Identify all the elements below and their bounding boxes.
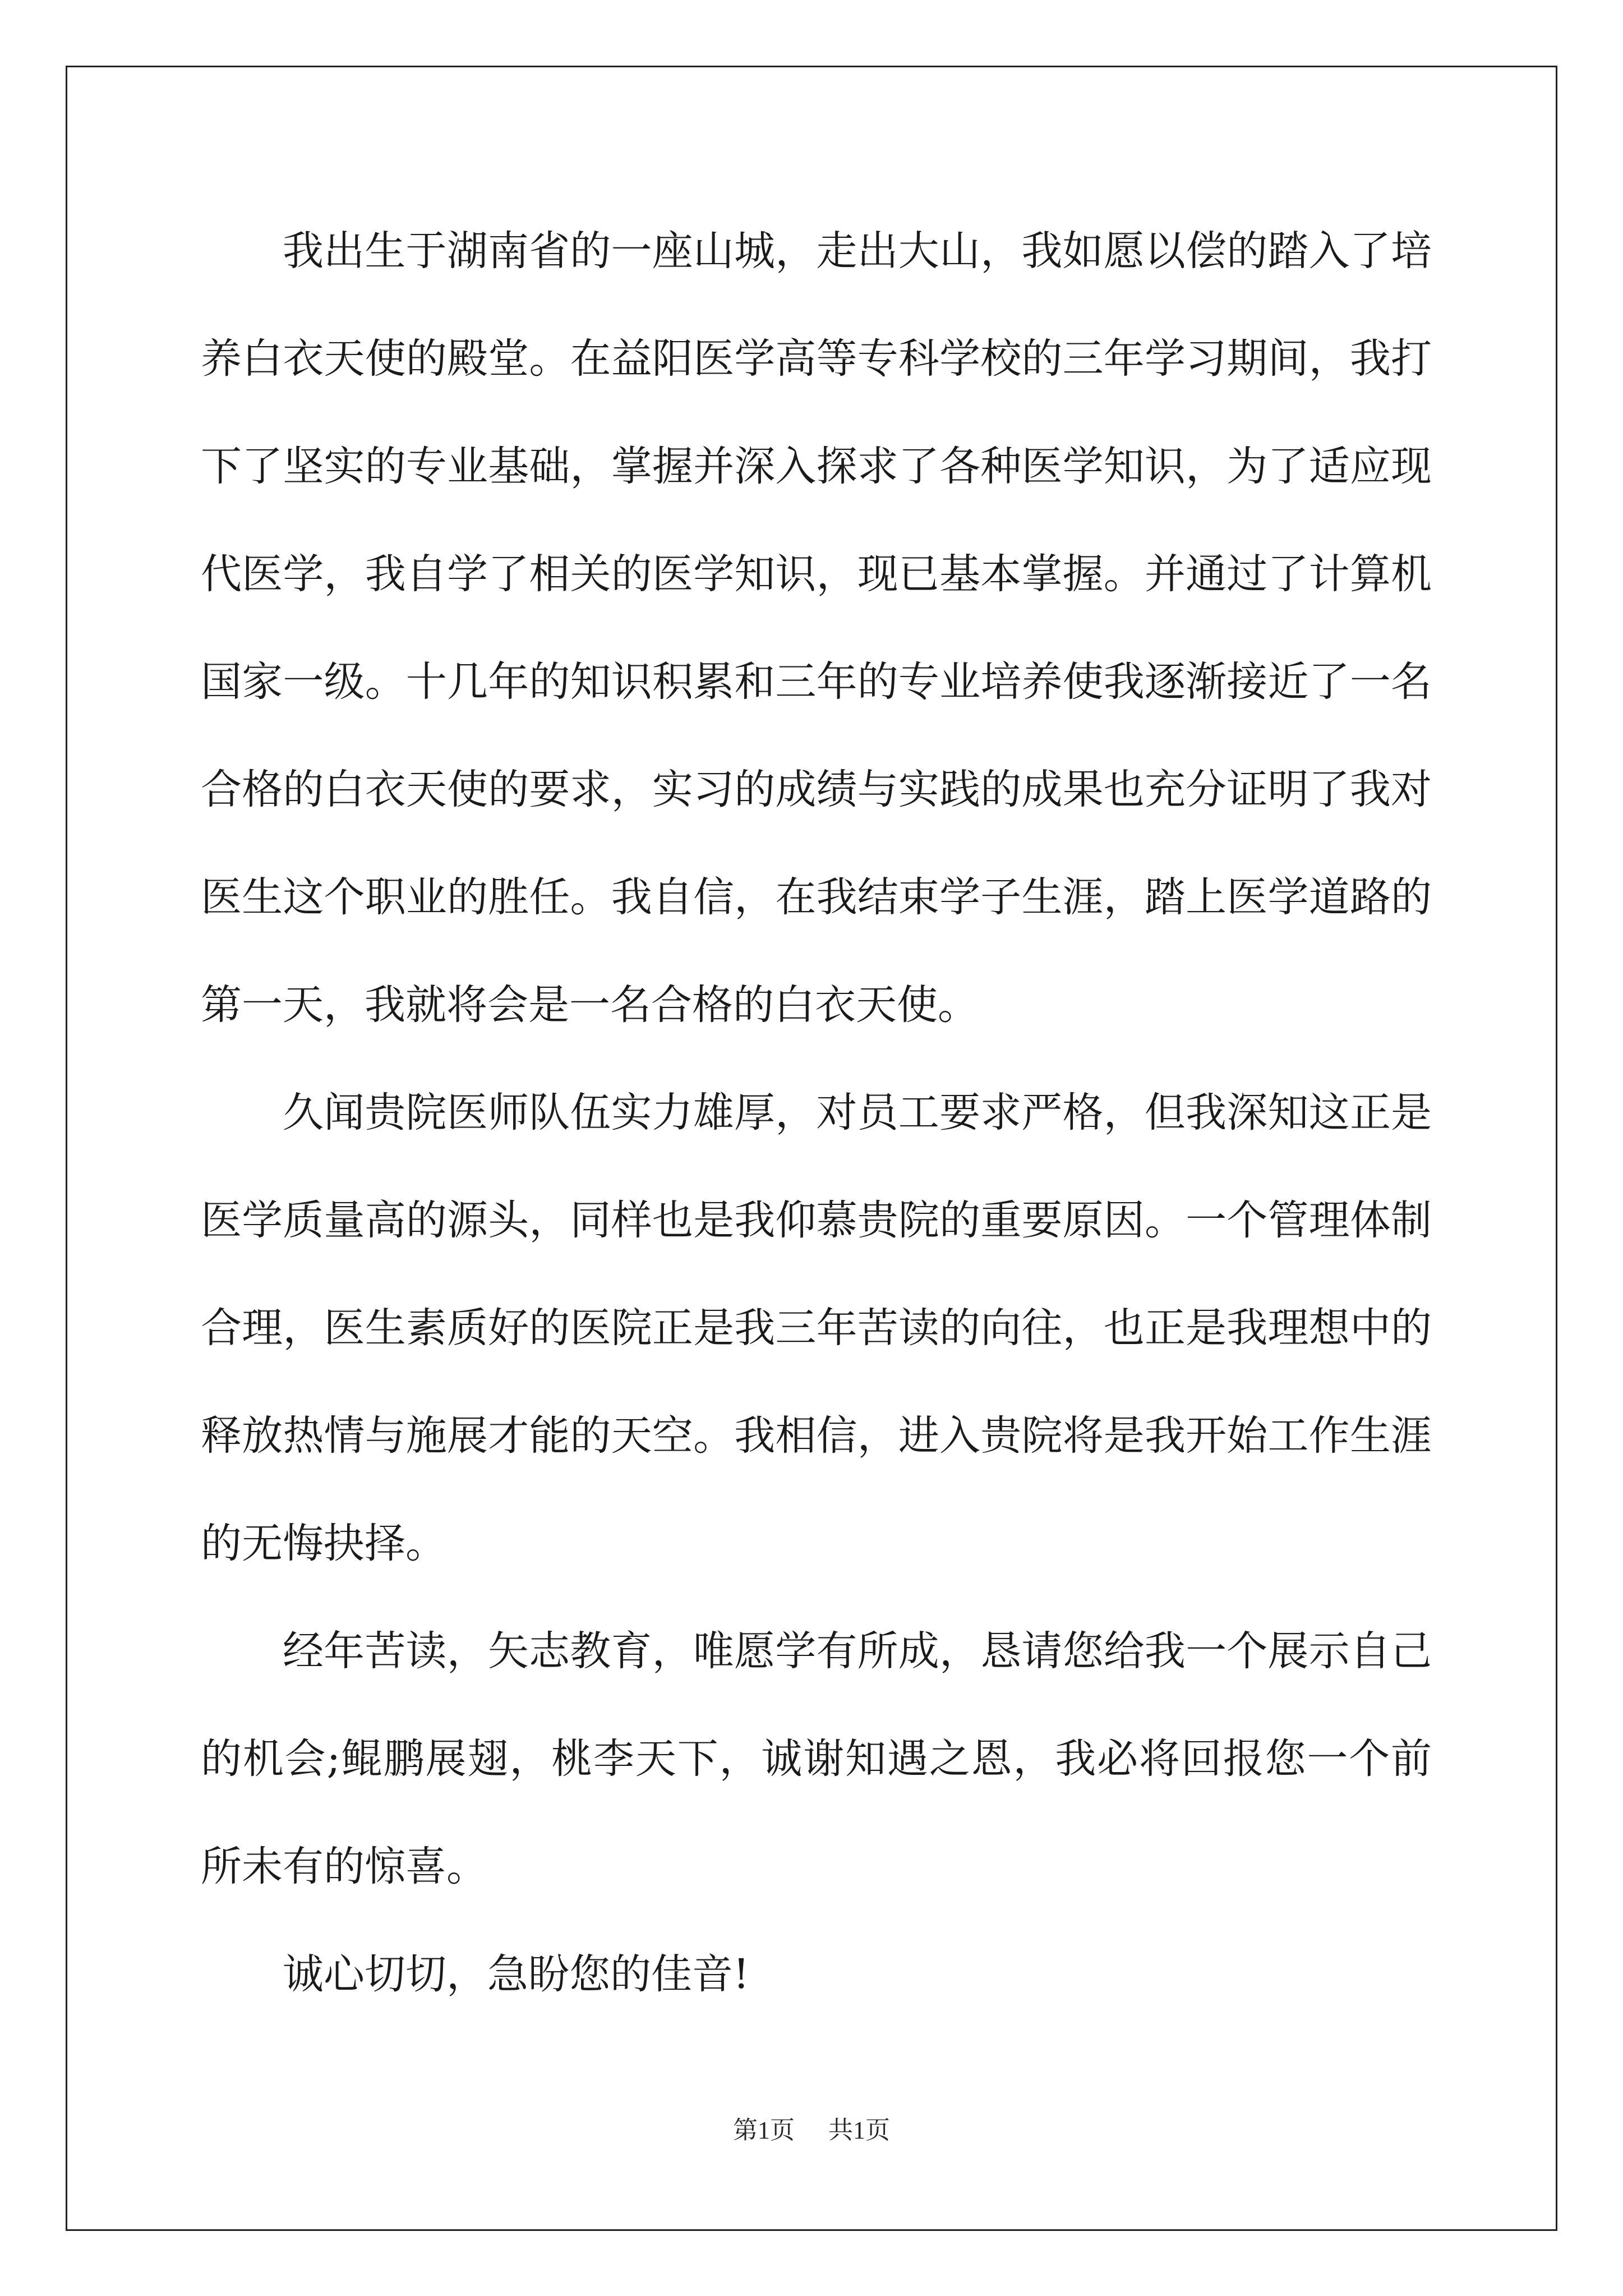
- page-total: 共1页: [828, 2116, 890, 2144]
- page-number: 第1页: [733, 2116, 795, 2144]
- paragraph-4: 诚心切切，急盼您的佳音!: [283, 1950, 750, 1998]
- paragraph-3: 经年苦读，矢志教育，唯愿学有所成，恳请您给我一个展示自己的机会;鲲鹏展翅，桃李天下，诚谢知遇之恩，我必将回报您一个前所未有的惊喜。: [201, 1627, 1432, 1890]
- letter-body: [201, 197, 1432, 2028]
- paragraph-1: 我出生于湖南省的一座山城，走出大山，我如愿以偿的踏入了培养白衣天使的殿堂。在益阳医学高等专科学校的三年学习期间，我打下了坚实的专业基础，掌握并深入探求了各种医学知识，为了适应现代医学，我自学了相关的医学知识，现已基本掌握。并通过了计算机国家一级。十几年的知识积累和三年的专业培养使我逐渐接近了一名合格的白衣天使的要求，实习的成绩与实践的成果也充分证明了我对医生这个职业的胜任。我自信，在我结束学子生涯，踏上医学道路的第一天，我就将会是一名合格的白衣天使。: [201, 227, 1432, 1029]
- page-footer: [0, 2114, 1623, 2147]
- paragraph-2: 久闻贵院医师队伍实力雄厚，对员工要求严格，但我深知这正是医学质量高的源头，同样也是我仰慕贵院的重要原因。一个管理体制合理，医生素质好的医院正是我三年苦读的向往，也正是我理想中的释放热情与施展才能的天空。我相信，进入贵院将是我开始工作生涯的无悔抉择。: [201, 1089, 1432, 1567]
